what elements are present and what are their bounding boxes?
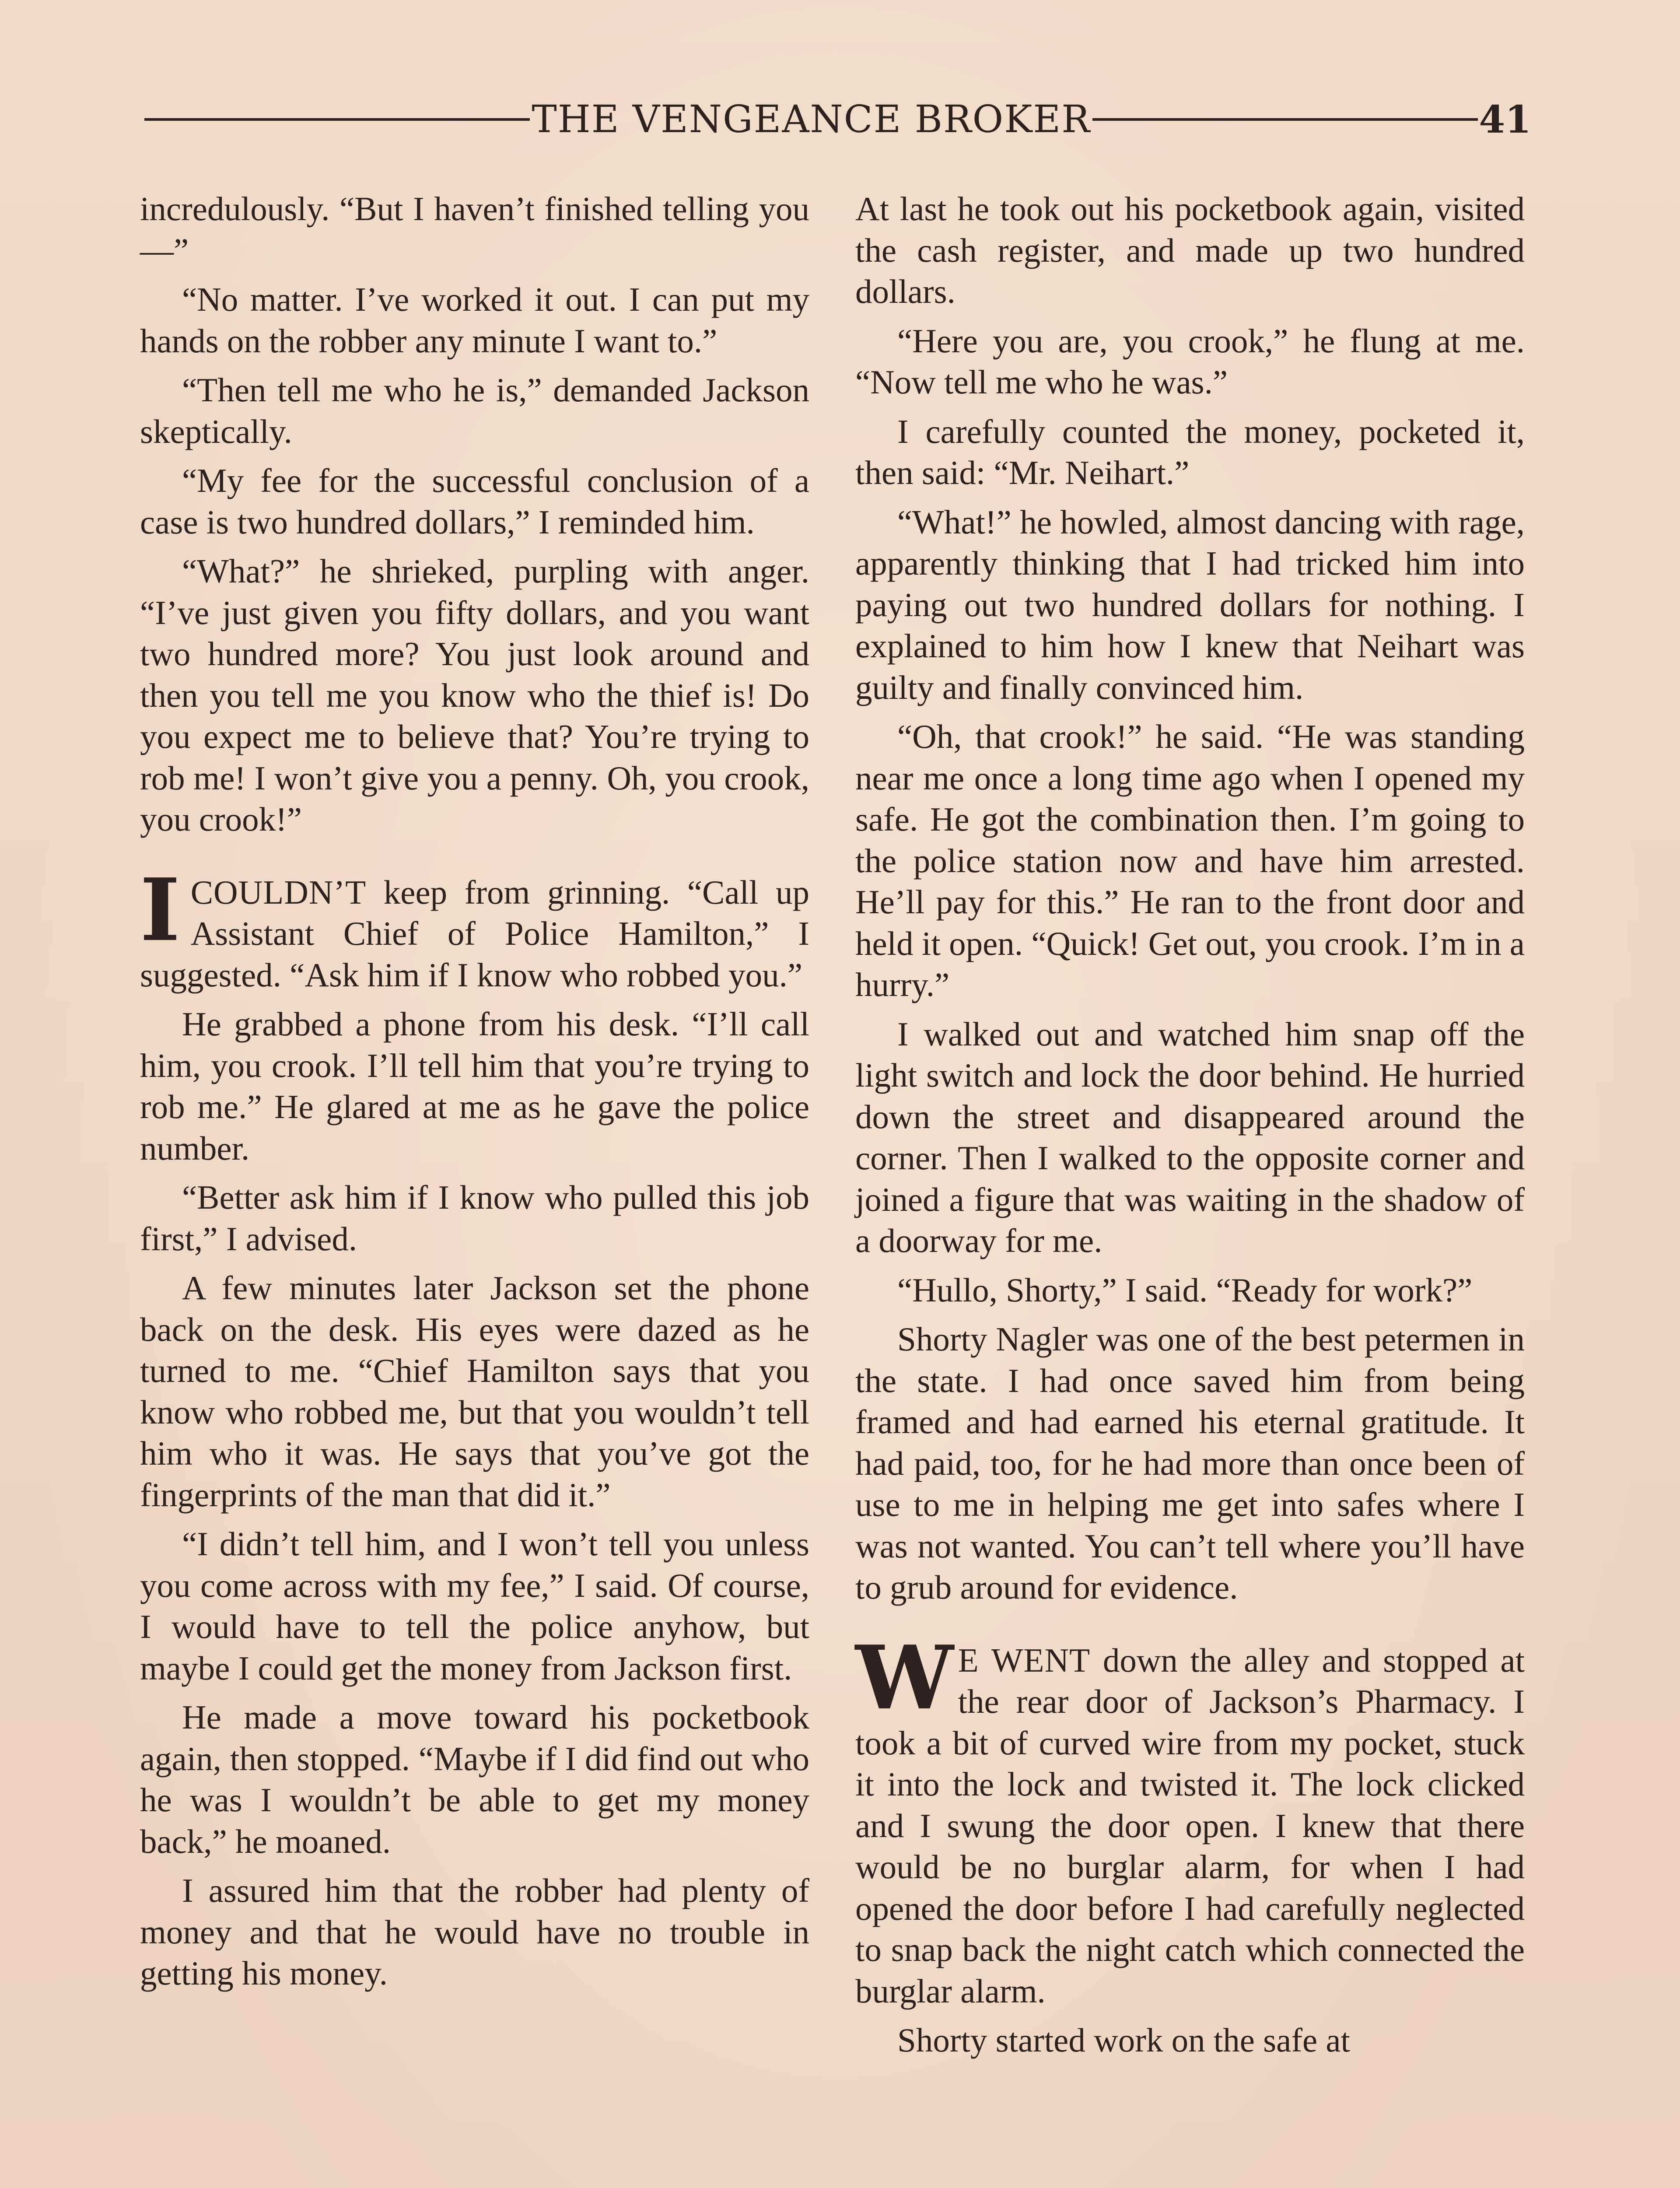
- right-column: [855, 188, 1525, 2069]
- paragraph: incredulously. “But I haven’t finished telling you—”: [140, 190, 809, 269]
- header-rule-right: [1092, 118, 1478, 121]
- paragraph: “Oh, that crook!” he said. “He was standing near me once a long time ago when I opened my safe. He got the combination then. I’m going to the police station now and have him arrested. He’ll pay for this.” He ran to the front door and held it open. “Quick! Get out, you crook. I’m in a hurry.”: [855, 718, 1525, 1003]
- drop-cap: I: [140, 859, 180, 961]
- section-opening-paragraph: [855, 1626, 1525, 2012]
- paragraph: At last he took out his pocketbook again, visited the cash register, and made up two hundred dollars.: [855, 190, 1525, 310]
- paragraph: Shorty Nagler was one of the best petermen in the state. I had once saved him from being framed and had earned his eternal gratitude. It had paid, too, for he had more than once been of use to me in helping me get into safes where I was not wanted. You can’t tell where you’ll have to grub around for evidence.: [855, 1320, 1525, 1606]
- paragraph: He grabbed a phone from his desk. “I’ll call him, you crook. I’ll tell him that you’re trying to rob me.” He glared at me as he gave the police number.: [140, 1005, 809, 1167]
- drop-cap: W: [855, 1626, 954, 1729]
- section-lead-in: E WENT: [958, 1641, 1091, 1679]
- paragraph-text: down the alley and stopped at the rear door of Jackson’s Pharmacy. I took a bit of curved wire from my pocket, stuck it into the lock and twisted it. The lock clicked and I swung the door open. I knew that there would be no burglar alarm, for when I had opened the door before I had carefully neglected to snap back the night catch which connected the burglar alarm.: [855, 1641, 1525, 2010]
- header-title: THE VENGEANCE BROKER: [532, 98, 1091, 141]
- paragraph: “Then tell me who he is,” demanded Jackson skeptically.: [140, 371, 809, 450]
- paragraph: “What!” he howled, almost dancing with rage, apparently thinking that I had tricked him into paying out two hundred dollars for nothing. I explained to him how I knew that Neihart was guilty and finally convinced him.: [855, 503, 1525, 706]
- paragraph: “I didn’t tell him, and I won’t tell you unless you come across with my fee,” I said. Of course, I would have to tell the police anyhow, but maybe I could get the money from Jackson first.: [140, 1525, 809, 1687]
- paragraph: Shorty started work on the safe at: [897, 2021, 1350, 2059]
- paragraph: “No matter. I’ve worked it out. I can put my hands on the robber any minute I want to.”: [140, 281, 809, 360]
- paragraph: I carefully counted the money, pocketed it, then said: “Mr. Neihart.”: [855, 412, 1525, 491]
- page-number: 41: [1479, 97, 1531, 142]
- paragraph: “My fee for the successful conclusion of a case is two hundred dollars,” I reminded him.: [140, 462, 809, 541]
- left-column: [140, 188, 809, 2002]
- paragraph: A few minutes later Jackson set the phone back on the desk. His eyes were dazed as he turned to me. “Chief Hamilton says that you know who robbed me, but that you wouldn’t tell him who it was. He says that you’ve got the fingerprints of the man that did it.”: [140, 1269, 809, 1514]
- paragraph: I walked out and watched him snap off the light switch and lock the door behind. He hurried down the street and disappeared around the corner. Then I walked to the opposite corner and joined a figure that was waiting in the shadow of a doorway for me.: [855, 1015, 1525, 1259]
- paragraph: He made a move toward his pocketbook again, then stopped. “Maybe if I did find out who he was I wouldn’t be able to get my money back,” he moaned.: [140, 1698, 809, 1860]
- paragraph: “Hullo, Shorty,” I said. “Ready for work?”: [897, 1271, 1473, 1309]
- paragraph: “Better ask him if I know who pulled this job first,” I advised.: [140, 1178, 809, 1258]
- header-rule-left: [144, 118, 530, 121]
- section-opening-paragraph: [140, 859, 809, 996]
- paragraph: I assured him that the robber had plenty of money and that he would have no trouble in getting his money.: [140, 1872, 809, 1992]
- paragraph: “What?” he shrieked, purpling with anger. “I’ve just given you fifty dollars, and you want two hundred more? You just look around and then you tell me you know who the thief is! Do you expect me to believe that? You’re trying to rob me! I won’t give you a penny. Oh, you crook, you crook!”: [140, 552, 809, 838]
- paragraph-text: keep from grinning. “Call up Assistant Chief of Police Hamilton,” I suggested. “Ask him if I know who robbed you.”: [140, 873, 809, 994]
- running-header: [144, 95, 1531, 144]
- paragraph: “Here you are, you crook,” he flung at me. “Now tell me who he was.”: [855, 322, 1525, 401]
- section-lead-in: COULDN’T: [190, 873, 367, 911]
